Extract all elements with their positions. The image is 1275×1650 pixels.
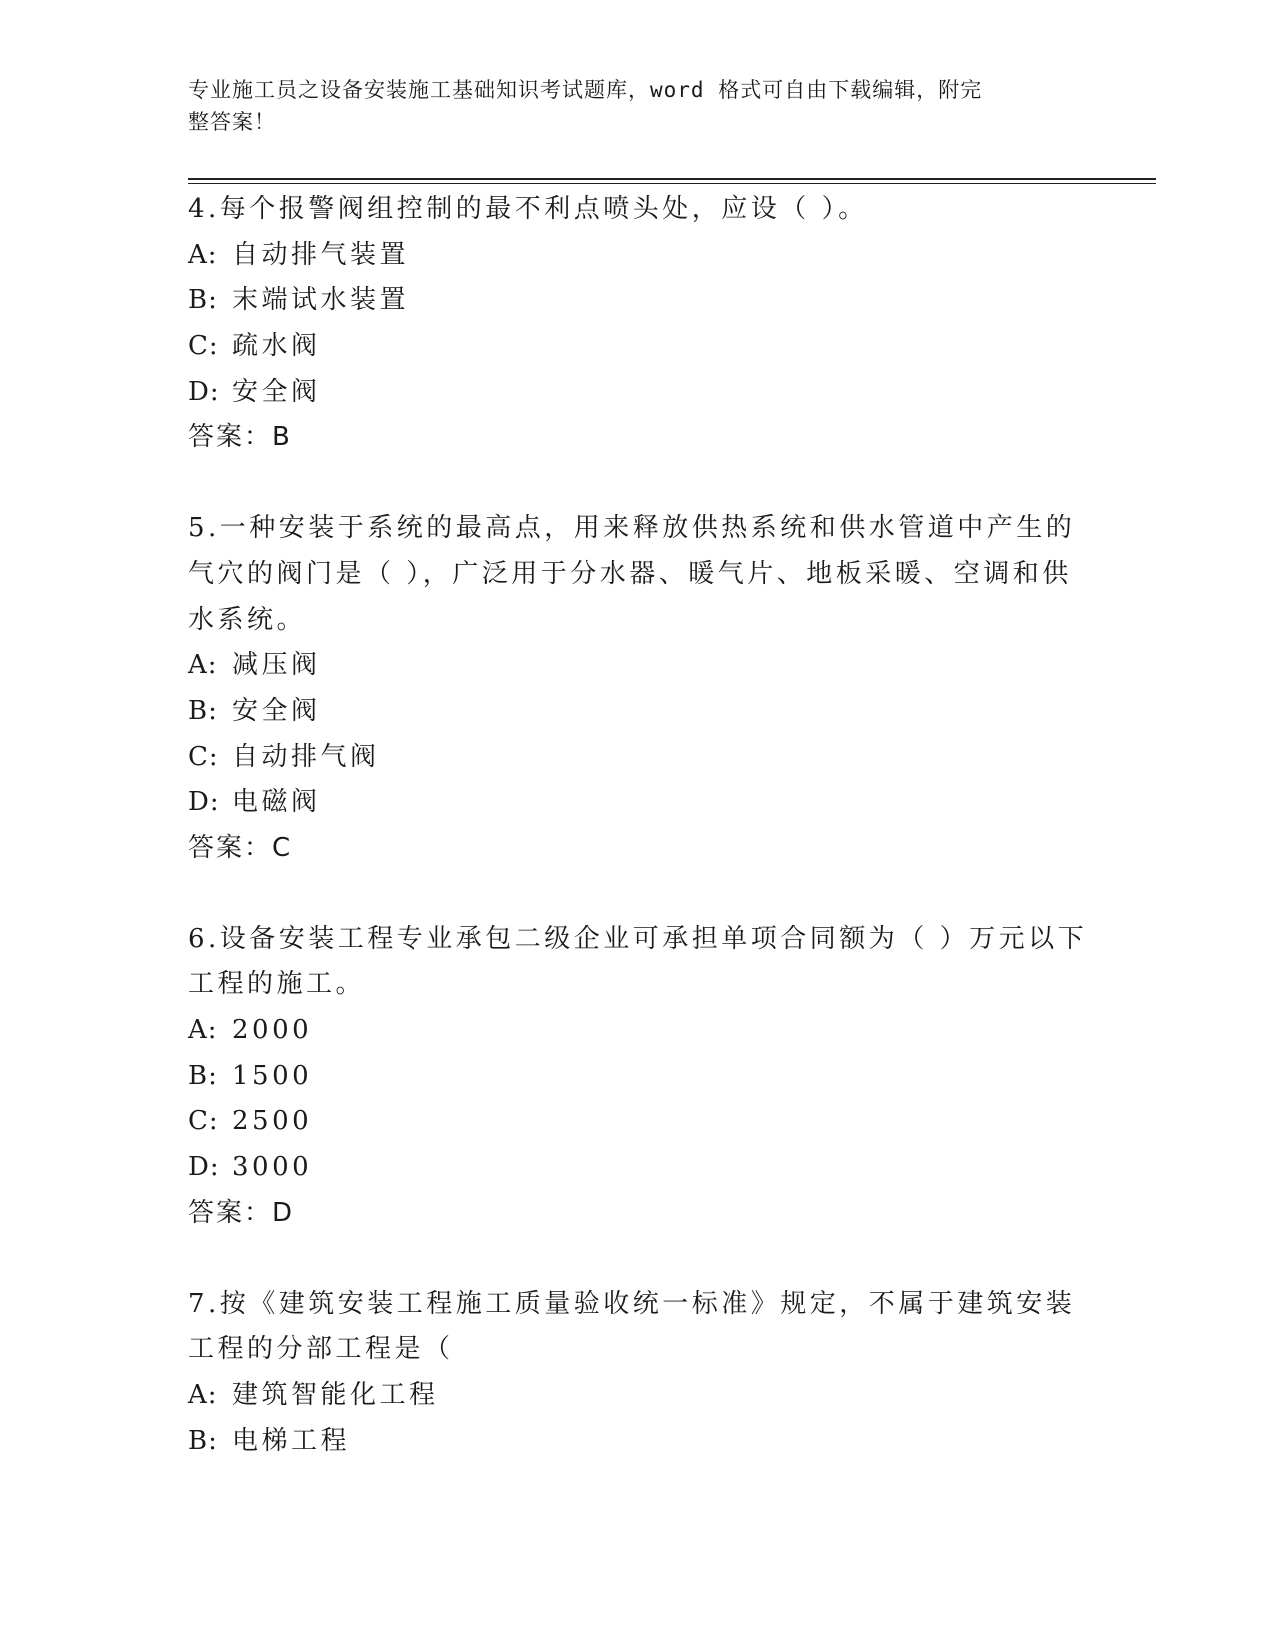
answer (188, 1191, 1088, 1237)
option-c (188, 1099, 1088, 1145)
option-text: 末端试水装置 (232, 285, 410, 316)
option-letter: A: (188, 1015, 218, 1046)
option-letter: B: (188, 1425, 218, 1456)
document-header (188, 74, 1088, 138)
header-line-2: 整答案！ (188, 110, 276, 134)
answer-label: 答案： (188, 422, 273, 453)
option-b (188, 1054, 1088, 1100)
option-letter: B: (188, 695, 218, 726)
option-text: 自动排气装置 (232, 239, 410, 270)
option-text: 1500 (232, 1060, 313, 1091)
option-text: 自动排气阀 (232, 741, 380, 772)
option-text: 3000 (232, 1152, 313, 1183)
answer-value: D (272, 1197, 293, 1228)
answer-value: B (272, 422, 290, 453)
option-letter: A: (188, 650, 218, 681)
option-b (188, 1419, 1088, 1465)
question-4 (188, 187, 1088, 461)
option-text: 安全阀 (232, 695, 321, 726)
option-text: 电磁阀 (232, 787, 321, 818)
option-letter: D: (188, 376, 220, 407)
answer (188, 826, 1088, 872)
option-text: 安全阀 (232, 376, 321, 407)
option-b (188, 689, 1088, 735)
option-a (188, 643, 1088, 689)
option-text: 电梯工程 (232, 1425, 351, 1456)
option-letter: B: (188, 285, 218, 316)
option-a (188, 1008, 1088, 1054)
option-a (188, 233, 1088, 279)
option-text: 建筑智能化工程 (232, 1379, 439, 1410)
header-line-1: 专业施工员之设备安装施工基础知识考试题库，word 格式可自由下载编辑，附完 (188, 78, 983, 102)
option-letter: C: (188, 331, 219, 362)
question-text: 6.设备安装工程专业承包二级企业可承担单项合同额为（ ）万元以下工程的施工。 (188, 923, 1088, 1000)
header-divider-thin (188, 183, 1156, 184)
option-text: 2500 (232, 1106, 313, 1137)
answer-label: 答案： (188, 833, 273, 863)
option-a (188, 1373, 1088, 1419)
header-divider-thick (188, 178, 1156, 180)
option-text: 2000 (232, 1015, 313, 1046)
answer-label: 答案： (188, 1197, 273, 1228)
option-letter: D: (188, 787, 220, 818)
spacer (188, 872, 1088, 917)
option-text: 减压阀 (232, 650, 321, 681)
question-text: 7.按《建筑安装工程施工质量验收统一标准》规定，不属于建筑安装工程的分部工程是（ (188, 1288, 1076, 1365)
option-letter: A: (188, 1379, 218, 1410)
answer (188, 415, 1088, 461)
question-list (188, 187, 1088, 1464)
option-b (188, 278, 1088, 324)
option-c (188, 324, 1088, 370)
question-6 (188, 917, 1088, 1237)
question-7 (188, 1282, 1088, 1465)
option-text: 疏水阀 (232, 331, 321, 362)
spacer (188, 1237, 1088, 1282)
option-letter: C: (188, 741, 219, 772)
question-5 (188, 506, 1088, 872)
option-letter: D: (188, 1152, 220, 1183)
answer-value: C (272, 833, 291, 863)
option-letter: B: (188, 1060, 218, 1091)
spacer (188, 461, 1088, 506)
option-d (188, 370, 1088, 416)
option-d (188, 780, 1088, 826)
option-c (188, 735, 1088, 781)
option-letter: C: (188, 1106, 219, 1137)
question-text: 5.一种安装于系统的最高点，用来释放供热系统和供水管道中产生的气穴的阀门是（ ），广泛用于分水器、暖气片、地板采暖、空调和供水系统。 (188, 513, 1076, 635)
option-letter: A: (188, 239, 218, 270)
question-text: 4.每个报警阀组控制的最不利点喷头处，应设（ ）。 (188, 194, 868, 224)
option-d (188, 1145, 1088, 1191)
